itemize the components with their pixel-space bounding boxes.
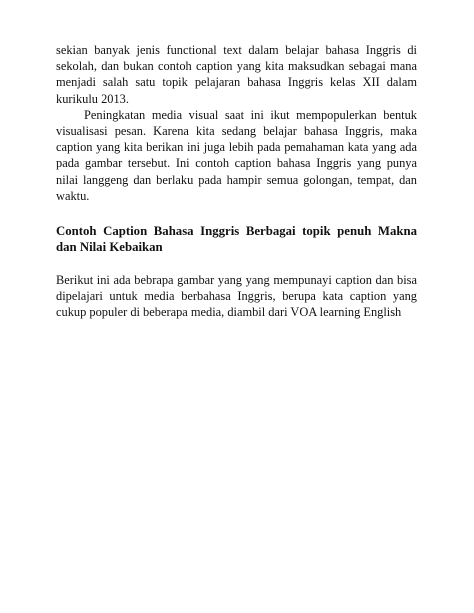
section-heading: Contoh Caption Bahasa Inggris Berbagai topik penuh Makna dan Nilai Kebaikan xyxy=(56,224,417,255)
document-body xyxy=(56,42,417,320)
paragraph-intro: sekian banyak jenis functional text dalam belajar bahasa Inggris di sekolah, dan bukan contoh caption yang kita maksudkan sebagai mana menjadi salah satu topik pelajaran bahasa Inggris kelas XII dalam kurikulu 2013. xyxy=(56,43,417,106)
paragraph-closing: Berikut ini ada bebrapa gambar yang yang mempunayi caption dan bisa dipelajari untuk media berbahasa Inggris, berupa kata caption yang cukup populer di beberapa media, diambil dari VOA learning English xyxy=(56,272,417,320)
paragraph-media-visual: Peningkatan media visual saat ini ikut mempopulerkan bentuk visualisasi pesan. Karena kita sedang belajar bahasa Inggris, maka caption yang kita berikan ini juga lebih pada pemahaman kata yang ada pada gambar tersebut. Ini contoh caption bahasa Inggris yang punya nilai langgeng dan berlaku pada hampir semua golongan, tempat, dan waktu. xyxy=(56,107,417,203)
